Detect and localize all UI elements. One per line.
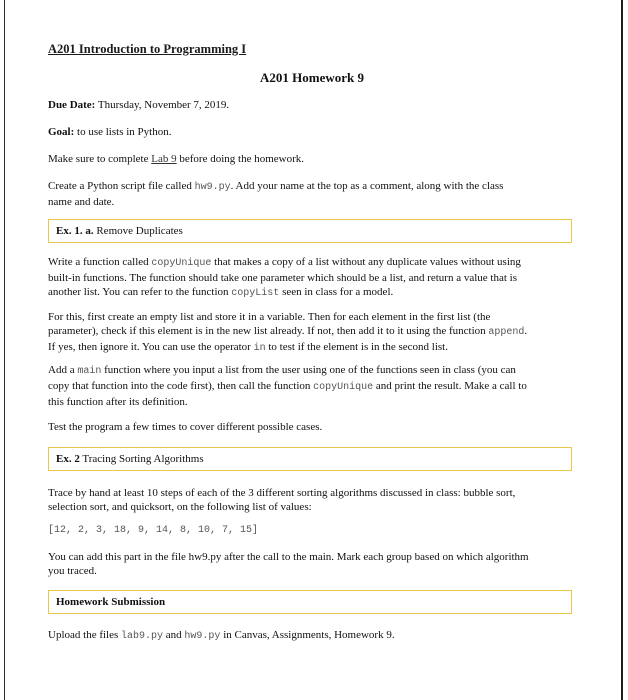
- text: another list. You can refer to the function: [48, 286, 229, 298]
- hw9-filename: hw9.py: [194, 182, 231, 193]
- text: Trace by hand at least 10 steps of each of the 3 different sorting algorithms discussed in class: bubble sort,: [48, 487, 516, 499]
- ex1-heading-box: [48, 219, 572, 243]
- ex2-heading-box: [48, 447, 572, 471]
- create-text-3: name and date.: [48, 196, 115, 208]
- goal-label: Goal:: [48, 126, 75, 138]
- lab-9-link[interactable]: Lab 9: [151, 153, 177, 165]
- ex1-paragraph-2: [48, 310, 576, 356]
- ex1-paragraph-3: [48, 363, 576, 409]
- goal-line: [48, 125, 576, 139]
- ex1-paragraph-1: [48, 255, 576, 301]
- due-date-value: Thursday, November 7, 2019.: [97, 99, 230, 111]
- ex2-number: Ex. 2: [56, 453, 80, 465]
- text: selection sort, and quicksort, on the following list of values:: [48, 501, 312, 513]
- code-main: main: [77, 366, 102, 377]
- lab-reminder: [48, 152, 576, 166]
- due-date-line: [48, 98, 576, 112]
- create-text-2: . Add your name at the top as a comment, along with the class: [230, 180, 504, 192]
- submission-paragraph: [48, 628, 576, 644]
- page-title: A201 Homework 9: [260, 70, 364, 85]
- code-copyunique: copyUnique: [151, 258, 212, 269]
- submission-heading-box: [48, 590, 572, 614]
- course-link[interactable]: A201 Introduction to Programming I: [48, 42, 247, 56]
- create-script-paragraph: [48, 179, 576, 209]
- text: built-in functions. The function should take one parameter which should be a list, and return a value that is: [48, 272, 518, 284]
- code-copylist: copyList: [231, 288, 280, 299]
- text: .: [524, 325, 528, 337]
- text: this function after its definition.: [48, 396, 188, 408]
- text: parameter), check if this element is in the new list already. If not, then add it to it using the function: [48, 325, 486, 337]
- hw9-filename-2: hw9.py: [184, 631, 221, 642]
- submission-title: Homework Submission: [56, 596, 166, 608]
- text: If yes, then ignore it. You can use the operator: [48, 341, 251, 353]
- ex2-title: Tracing Sorting Algorithms: [82, 453, 204, 465]
- text: and print the result. Make a call to: [375, 380, 527, 392]
- ex1-number: Ex. 1. a.: [56, 225, 94, 237]
- ex2-paragraph-2: [48, 550, 576, 578]
- ex1-paragraph-4: Test the program a few times to cover different possible cases.: [48, 421, 323, 433]
- create-text: Create a Python script file called: [48, 180, 192, 192]
- lab9-filename: lab9.py: [121, 631, 164, 642]
- text: function where you input a list from the user using one of the functions seen in class (you can: [104, 364, 516, 376]
- ex2-paragraph-1: [48, 486, 576, 514]
- lab-reminder-text-end: before doing the homework.: [179, 153, 304, 165]
- text: Upload the files: [48, 629, 119, 641]
- code-in: in: [253, 343, 266, 354]
- page-edge-left: [4, 0, 5, 700]
- text: Add a: [48, 364, 75, 376]
- text: For this, first create an empty list and store it in a variable. Then for each element in the first list (the: [48, 311, 491, 323]
- text: You can add this part in the file hw9.py after the call to the main. Mark each group based on which algorithm: [48, 551, 529, 563]
- code-copyunique-2: copyUnique: [313, 382, 374, 393]
- ex1-title: Remove Duplicates: [96, 225, 183, 237]
- text: seen in class for a model.: [282, 286, 394, 298]
- sort-values-list: [12, 2, 3, 18, 9, 14, 8, 10, 7, 15]: [48, 525, 259, 536]
- text: in Canvas, Assignments, Homework 9.: [223, 629, 395, 641]
- text: and: [165, 629, 182, 641]
- text: copy that function into the code first), then call the function: [48, 380, 311, 392]
- text: that makes a copy of a list without any duplicate values without using: [214, 256, 521, 268]
- goal-value: to use lists in Python.: [77, 126, 172, 138]
- text: Write a function called: [48, 256, 149, 268]
- code-append: append: [488, 327, 525, 338]
- text: to test if the element is in the second list.: [268, 341, 448, 353]
- page-edge-right: [621, 0, 623, 700]
- due-date-label: Due Date:: [48, 99, 96, 111]
- text: you traced.: [48, 565, 97, 577]
- lab-reminder-text: Make sure to complete: [48, 153, 149, 165]
